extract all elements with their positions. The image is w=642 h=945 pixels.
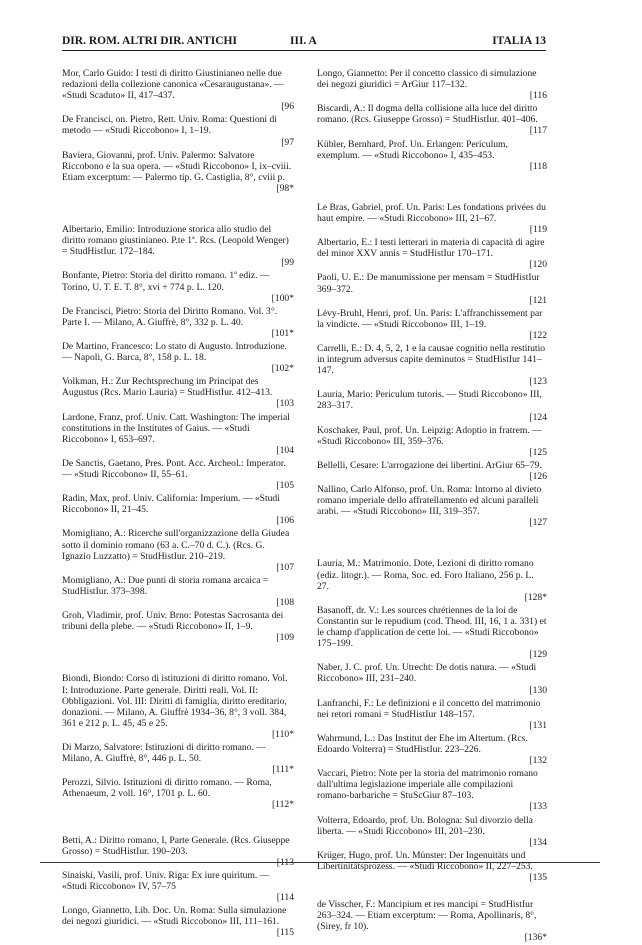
entry-text: Longo, Giannetto, Lib. Doc. Un. Roma: Sulla simulazione dei negozi giuridici. — «Studi Riccobono» III, 111–161. bbox=[62, 905, 287, 928]
entry-number: [133 bbox=[529, 801, 547, 813]
entry-text: Lardone, Franz, prof. Univ. Catt. Washington: The imperial constitutions in the Institutes of Gaius. — «Studi Riccobono» I, 653–697. bbox=[62, 411, 290, 445]
entry-text: Basanoff, dr. V.: Les sources chrétiennes de la loi de Constantin sur le repudium (cod. Theod. III, 16, 1 a. 331) et le champ d'application de cette loi. — «Studi Riccobono» 175–199. bbox=[317, 604, 547, 650]
bibliography-entry bbox=[317, 68, 547, 101]
entry-text: Paoli, U. E.: De manumissione per mensam = StudHistIur 369–372. bbox=[317, 272, 540, 295]
bibliography-entry bbox=[62, 777, 294, 810]
entry-number: [135 bbox=[529, 872, 547, 883]
entry-number: [118 bbox=[529, 160, 547, 172]
page-edge-line bbox=[40, 862, 600, 863]
bibliography-entry bbox=[62, 341, 294, 374]
entry-number: [128* bbox=[524, 591, 547, 603]
bibliography-entry bbox=[317, 558, 547, 602]
entry-number: [114 bbox=[276, 892, 294, 903]
bibliography-entry bbox=[317, 850, 547, 883]
entry-number: [122 bbox=[529, 329, 547, 341]
bibliography-entry bbox=[317, 237, 547, 270]
bibliography-entry bbox=[317, 343, 547, 387]
entry-text: Lanfranchi, F.: Le definizioni e il concetto del matrimonio nei retori romani = StudHistIur 148–157. bbox=[317, 697, 541, 720]
entry-text: Kübler, Bernhard, Prof. Un. Erlangen: Periculum, exemplum. — «Studi Riccobono» I, 435–453. bbox=[317, 138, 508, 161]
entry-text: Groh, Vladimir, prof. Univ. Brno: Potestas Sacrosanta dei tribuni della plebe. — «Studi Riccobono» II, 1–9. bbox=[62, 610, 284, 633]
bibliography-entry bbox=[62, 673, 294, 740]
running-header bbox=[62, 32, 546, 51]
bibliography-entry bbox=[317, 308, 547, 341]
entry-group bbox=[62, 224, 294, 643]
entry-text: Naber, J. C. prof. Un. Utrecht: De dotis natura. — «Studi Riccobono» III, 231–240. bbox=[317, 662, 537, 685]
bibliography-entry bbox=[317, 272, 547, 305]
bibliography-entry bbox=[62, 376, 294, 409]
entry-number: [107 bbox=[276, 561, 294, 573]
entry-number: [96 bbox=[281, 101, 294, 113]
entry-number: [104 bbox=[276, 444, 294, 456]
entry-number: [134 bbox=[529, 836, 547, 848]
entry-text: Bonfante, Pietro: Storia del diritto romano. 1ª ediz. — Torino, U. T. E. T. 8°, xvi + 774 p. L. 120. bbox=[62, 270, 270, 293]
bibliography-entry bbox=[62, 905, 294, 938]
bibliography-entry bbox=[62, 150, 294, 194]
entry-text: Biscardi, A.: Il dogma della collisione alla luce del diritto romano. (Rcs. Giuseppe Grosso) = StudHistIur. 401–406. bbox=[317, 103, 538, 126]
entry-text: Baviera, Giovanni, prof. Univ. Palermo: Salvatore Riccobono e la sua opera. — «Studi Riccobono» I, ix–cviii. Etiam excerptum: — Palermo tip. G. Castiglia, 8°, cviii p. bbox=[62, 149, 292, 183]
bibliography-entry bbox=[317, 103, 547, 136]
entry-text: Mor, Carlo Guido: I testi di diritto Giustinianeo nelle due redazioni della collezione canonica «Cesaraugustana». — «Studi Scaduto» II, 417–437. bbox=[62, 68, 284, 102]
entry-text: Lauria, Mario: Periculum tutoris. — Studi Riccobono» III, 283–317. bbox=[317, 389, 542, 412]
entry-text: de Visscher, F.: Mancipium et res mancipi = StudHistIur 263–324. — Etiam excerptum: — Roma, Apollinaris, 8°, (Sirey, fr 10). bbox=[317, 899, 537, 933]
entry-number: [119 bbox=[529, 224, 547, 236]
entry-group bbox=[62, 68, 294, 194]
bibliography-entry bbox=[62, 412, 294, 456]
bibliography-entry bbox=[317, 768, 547, 812]
header-country-page: ITALIA 13 bbox=[492, 35, 546, 47]
entry-number: [130 bbox=[529, 684, 547, 696]
bibliography-entry bbox=[62, 306, 294, 339]
bibliography-entry bbox=[317, 899, 547, 943]
entry-group bbox=[317, 899, 547, 943]
entry-number: [105 bbox=[276, 480, 294, 492]
entry-text: De Francisci, on. Pietro, Rett. Univ. Roma: Questioni di metodo — «Studi Riccobono» I, 1–19. bbox=[62, 114, 277, 137]
entry-number: [121 bbox=[529, 294, 547, 306]
bibliography-entry bbox=[317, 605, 547, 660]
entry-text: Albertario, E.: I testi letterari in materia di capacità di agire del minor XXV annis = StudHistIur 170–171. bbox=[317, 237, 545, 260]
bibliography-entry bbox=[62, 575, 294, 608]
entry-number: [136* bbox=[524, 932, 547, 944]
entry-text: Koschaker, Paul, prof. Un. Leipzig: Adoptio in fratrem. — «Studi Riccobono» III, 359–376. bbox=[317, 424, 542, 447]
entry-text: Wahrmund, L.: Das Institut der Ehe im Altertum. (Rcs. Edoardo Volterra) = StudHistIur. 223–226. bbox=[317, 732, 528, 755]
bibliography-entry bbox=[317, 662, 547, 695]
entry-text: Le Bras, Gabriel, prof. Un. Paris: Les fondations privées du haut empire. — «Studi Riccobono» III, 21–67. bbox=[317, 201, 546, 224]
entry-number: [100* bbox=[271, 292, 294, 304]
entry-text: Lévy-Bruhl, Henri, prof. Un. Paris: L'affranchissement par la vindicte. — «Studi Riccobono» III, 1–19. bbox=[317, 307, 543, 330]
entry-group bbox=[62, 835, 294, 939]
entry-number: [126 bbox=[529, 471, 547, 482]
entry-number: [97 bbox=[281, 136, 294, 148]
bibliography-entry bbox=[62, 493, 294, 526]
entry-text: Lauria, M.: Matrimonio. Dote, Lezioni di diritto romano (ediz. litogr.). — Roma, Soc. ed. Foro Italiano, 256 p. L. 27. bbox=[317, 558, 534, 592]
entry-number: [113 bbox=[276, 856, 294, 868]
bibliography-entry bbox=[317, 733, 547, 766]
bibliography-entry bbox=[62, 224, 294, 268]
bibliography-entry bbox=[62, 114, 294, 147]
bibliography-entry bbox=[317, 139, 547, 172]
entry-text: Krüger, Hugo, prof. Un. Münster: Der Ingenuitäts und Libertinitätsprozess. — «Studi Riccobono» II, 227–253. bbox=[317, 849, 533, 872]
entry-text: Sinaiski, Vasili, prof. Univ. Riga: Ex iure quiritum. — «Studi Riccobono» IV, 57–75 bbox=[62, 869, 270, 892]
entry-number: [132 bbox=[529, 755, 547, 767]
entry-group bbox=[317, 202, 547, 529]
entry-group bbox=[317, 558, 547, 883]
entry-group bbox=[62, 673, 294, 810]
entry-number: [117 bbox=[529, 125, 547, 137]
entry-text: Volkman, H.: Zur Rechtsprechung im Principat des Augustus (Rcs. Mario Lauria) = StudHistIur. 412–413. bbox=[62, 376, 273, 399]
entry-text: Momigliano, A.: Due punti di storia romana arcaica = StudHistIur. 373–398. bbox=[62, 574, 269, 597]
entry-number: [112* bbox=[271, 799, 294, 811]
bibliography-entry bbox=[62, 742, 294, 775]
bibliography-entry bbox=[317, 815, 547, 848]
bibliography-entry bbox=[317, 698, 547, 731]
entry-number: [101* bbox=[271, 327, 294, 339]
left-column bbox=[62, 68, 294, 940]
bibliography-entry bbox=[62, 870, 294, 903]
entry-number: [106 bbox=[276, 515, 294, 527]
entry-number: [120 bbox=[529, 259, 547, 271]
entry-number: [111* bbox=[272, 764, 294, 776]
bibliography-entry bbox=[62, 458, 294, 491]
entry-number: [116 bbox=[529, 90, 547, 102]
entry-number: [110* bbox=[271, 728, 294, 740]
right-column bbox=[317, 68, 547, 945]
bibliography-entry bbox=[62, 270, 294, 303]
bibliography-entry bbox=[62, 68, 294, 112]
entry-text: Biondi, Biondo: Corso di istituzioni di diritto romano. Vol. I: Introduzione. Parte generale. Diritti reali. Vol. II: Obbligazioni. Vol. III: Diritti di famiglia, diritto ereditario, donazioni. — Milano, A. Giuffrè 1934–36, 8°, 3 voll. 384, 361 e 212 p. L. 45, 45 e 25. bbox=[62, 673, 288, 729]
header-section-title: DIR. ROM. ALTRI DIR. ANTICHI bbox=[62, 35, 237, 47]
entry-text: Albertario, Emilio: Introduzione storica allo studio del diritto romano giustinianeo. P.te 1ª. Rcs. (Leopold Wenger) = StudHistIur. 172–184. bbox=[62, 224, 289, 258]
entry-text: Volterra, Edoardo, prof. Un. Bologna: Sul divorzio della liberta. — «Studi Riccobono» III, 201–230. bbox=[317, 814, 533, 837]
entry-text: Bellelli, Cesare: L'arrogazione dei libertini. ArGiur 65–79. bbox=[317, 459, 542, 471]
bibliography-entry bbox=[317, 460, 547, 482]
entry-number: [131 bbox=[529, 719, 547, 731]
bibliography-entry bbox=[317, 484, 547, 528]
entry-number: [109 bbox=[276, 632, 294, 644]
entry-text: Vaccari, Pietro: Note per la storia del matrimonio romano dall'ultima legislazione imperiale alle compilazioni romano-barbariche = StuScGiur 87–103. bbox=[317, 768, 538, 802]
entry-number: [103 bbox=[276, 398, 294, 410]
entry-text: Di Marzo, Salvatore: Istituzioni di diritto romano. — Milano, A. Giuffrè, 8°, 446 p. L. 50. bbox=[62, 741, 266, 765]
entry-text: Momigliano, A.: Ricerche sull'organizzazione della Giudea sotto il dominio romano (63 a. C.–70 d. C.). (Rcs. G. Ignazio Luzzatto) = StudHistIur. 210–219. bbox=[62, 528, 290, 562]
entry-group bbox=[317, 68, 547, 172]
bibliography-entry bbox=[317, 202, 547, 235]
bibliography-entry bbox=[62, 528, 294, 572]
entry-text: De Sanctis, Gaetano, Pres. Pont. Acc. Archeol.: Imperator. — «Studi Riccobono» II, 55–61. bbox=[62, 457, 286, 480]
entry-text: De Francisci, Pietro: Storia del Diritto Romano. Vol. 3°. Parte I. — Milano, A. Giuffrè, 8°, 332 p. L. 40. bbox=[62, 305, 278, 328]
entry-number: [108 bbox=[276, 597, 294, 609]
entry-number: [98* bbox=[276, 182, 294, 194]
bibliography-entry bbox=[317, 425, 547, 458]
entry-number: [125 bbox=[529, 446, 547, 458]
entry-text: Radin, Max, prof. Univ. California: Imperium. — «Studi Riccobono» II, 21–45. bbox=[62, 493, 280, 516]
entry-text: Nallino, Carlo Alfonso, prof. Un. Roma: Intorno al divieto romano imperiale dello affratellamento ed alcuni paralleli arabi. — «Studi Riccobono» III, 319–357. bbox=[317, 484, 542, 518]
header-section-code: III. A bbox=[290, 35, 317, 47]
bibliography-entry bbox=[62, 610, 294, 643]
entry-number: [129 bbox=[529, 649, 547, 661]
entry-text: Betti, A.: Diritto romano, I, Parte Generale. (Rcs. Giuseppe Grosso) = StudHistIur. 190–203. bbox=[62, 834, 290, 857]
entry-text: Longo, Giannetto: Per il concetto classico di simulazione dei negozi giuridici = ArGiur 117–132. bbox=[317, 68, 537, 91]
entry-text: Carrelli, E.: D. 4, 5, 2, 1 e la causae cognitio nella restitutio in integrum adversus capite deminutos = StudHistIur 141–147. bbox=[317, 342, 546, 377]
entry-text: De Martino, Francesco: Lo stato di Augusto. Introduzione. — Napoli, G. Barca, 8°, 158 p. L. 18. bbox=[62, 340, 287, 364]
entry-number: [127 bbox=[529, 517, 547, 529]
bibliography-entry bbox=[317, 389, 547, 422]
entry-number: [123 bbox=[529, 376, 547, 388]
entry-text: Perozzi, Silvio. Istituzioni di diritto romano. — Roma, Athenaeum, 2 voll. 16°, 1701 p. L. 60. bbox=[62, 777, 272, 800]
entry-number: [99 bbox=[281, 257, 294, 269]
entry-number: [124 bbox=[529, 411, 547, 423]
entry-number: [115 bbox=[276, 927, 294, 939]
entry-number: [102* bbox=[271, 363, 294, 375]
